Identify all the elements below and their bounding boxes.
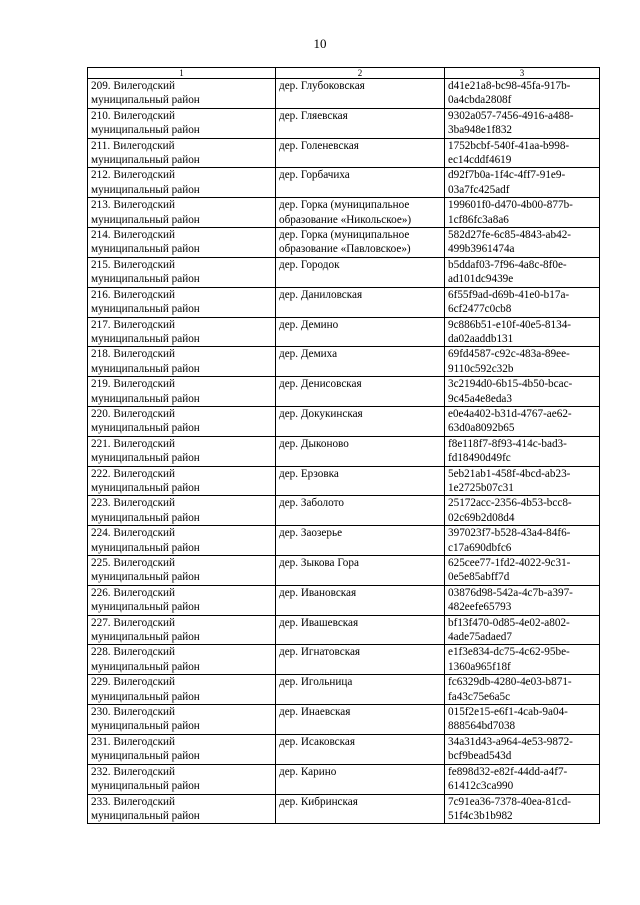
settlement-cell: дер. Демино — [276, 317, 445, 347]
table-row — [88, 645, 600, 675]
district-cell: 226. Вилегодский муниципальный район — [88, 585, 276, 615]
table-row — [88, 228, 600, 258]
settlement-cell: дер. Горка (муниципальное образование «Никольское») — [276, 198, 445, 228]
settlement-cell: дер. Заозерье — [276, 526, 445, 556]
table-row — [88, 377, 600, 407]
table-row — [88, 198, 600, 228]
settlement-cell: дер. Гляевская — [276, 108, 445, 138]
settlement-cell: дер. Кибринская — [276, 794, 445, 824]
guid-cell: 9302a057-7456-4916-a488- 3ba948e1f832 — [445, 108, 600, 138]
guid-cell: fc6329db-4280-4e03-b871- fa43c75e6a5c — [445, 675, 600, 705]
table-row — [88, 705, 600, 735]
column-header-3: 3 — [445, 68, 600, 79]
district-cell: 229. Вилегодский муниципальный район — [88, 675, 276, 705]
table-row — [88, 556, 600, 586]
guid-cell: 34a31d43-a964-4e53-9872- bcf9bead543d — [445, 734, 600, 764]
district-cell: 215. Вилегодский муниципальный район — [88, 257, 276, 287]
guid-cell: d41e21a8-bc98-45fa-917b- 0a4cbda2808f — [445, 79, 600, 109]
settlement-cell: дер. Городок — [276, 257, 445, 287]
table-row — [88, 526, 600, 556]
table-row — [88, 615, 600, 645]
table-row — [88, 406, 600, 436]
settlement-cell: дер. Горбачиха — [276, 168, 445, 198]
settlement-cell: дер. Голеневская — [276, 138, 445, 168]
guid-cell: e1f3e834-dc75-4c62-95be- 1360a965f18f — [445, 645, 600, 675]
district-cell: 230. Вилегодский муниципальный район — [88, 705, 276, 735]
district-cell: 219. Вилегодский муниципальный район — [88, 377, 276, 407]
district-cell: 213. Вилегодский муниципальный район — [88, 198, 276, 228]
guid-cell: 1752bcbf-540f-41aa-b998- ec14cddf4619 — [445, 138, 600, 168]
table-row — [88, 79, 600, 109]
settlement-cell: дер. Даниловская — [276, 287, 445, 317]
settlement-cell: дер. Ерзовка — [276, 466, 445, 496]
guid-cell: d92f7b0a-1f4c-4ff7-91e9- 03a7fc425adf — [445, 168, 600, 198]
settlement-cell: дер. Заболото — [276, 496, 445, 526]
table-row — [88, 168, 600, 198]
table-body — [88, 68, 600, 824]
district-cell: 217. Вилегодский муниципальный район — [88, 317, 276, 347]
table-row — [88, 466, 600, 496]
district-cell: 211. Вилегодский муниципальный район — [88, 138, 276, 168]
table-row — [88, 347, 600, 377]
table-row — [88, 734, 600, 764]
settlement-cell: дер. Денисовская — [276, 377, 445, 407]
table-row — [88, 794, 600, 824]
guid-cell: 25172acc-2356-4b53-bcc8- 02c69b2d08d4 — [445, 496, 600, 526]
district-cell: 223. Вилегодский муниципальный район — [88, 496, 276, 526]
guid-cell: 625cee77-1fd2-4022-9c31- 0e5e85abff7d — [445, 556, 600, 586]
guid-cell: 015f2e15-e6f1-4cab-9a04- 888564bd7038 — [445, 705, 600, 735]
district-cell: 218. Вилегодский муниципальный район — [88, 347, 276, 377]
settlement-cell: дер. Докукинская — [276, 406, 445, 436]
guid-cell: 7c91ea36-7378-40ea-81cd- 51f4c3b1b982 — [445, 794, 600, 824]
district-cell: 228. Вилегодский муниципальный район — [88, 645, 276, 675]
guid-cell: 3c2194d0-6b15-4b50-bcac- 9c45a4e8eda3 — [445, 377, 600, 407]
table-row — [88, 585, 600, 615]
table-row — [88, 436, 600, 466]
guid-cell: bf13f470-0d85-4e02-a802- 4ade75adaed7 — [445, 615, 600, 645]
guid-cell: 582d27fe-6c85-4843-ab42- 499b3961474a — [445, 228, 600, 258]
district-cell: 209. Вилегодский муниципальный район — [88, 79, 276, 109]
district-cell: 212. Вилегодский муниципальный район — [88, 168, 276, 198]
guid-cell: 03876d98-542a-4c7b-a397- 482eefe65793 — [445, 585, 600, 615]
guid-cell: 6f55f9ad-d69b-41e0-b17a- 6cf2477c0cb8 — [445, 287, 600, 317]
district-cell: 232. Вилегодский муниципальный район — [88, 764, 276, 794]
page-number: 10 — [313, 36, 327, 51]
column-header-2: 2 — [276, 68, 445, 79]
settlements-table — [87, 67, 600, 824]
table-row — [88, 257, 600, 287]
settlement-cell: дер. Демиха — [276, 347, 445, 377]
district-cell: 221. Вилегодский муниципальный район — [88, 436, 276, 466]
guid-cell: fe898d32-e82f-44dd-a4f7- 61412c3ca990 — [445, 764, 600, 794]
guid-cell: e0e4a402-b31d-4767-ae62- 63d0a8092b65 — [445, 406, 600, 436]
guid-cell: 9c886b51-e10f-40e5-8134- da02aaddb131 — [445, 317, 600, 347]
district-cell: 210. Вилегодский муниципальный район — [88, 108, 276, 138]
district-cell: 233. Вилегодский муниципальный район — [88, 794, 276, 824]
guid-cell: b5ddaf03-7f96-4a8c-8f0e- ad101dc9439e — [445, 257, 600, 287]
settlement-cell: дер. Инаевская — [276, 705, 445, 735]
table-row — [88, 287, 600, 317]
table-row — [88, 317, 600, 347]
table-header-row — [88, 68, 600, 79]
guid-cell: 199601f0-d470-4b00-877b- 1cf86fc3a8a6 — [445, 198, 600, 228]
settlement-cell: дер. Игнатовская — [276, 645, 445, 675]
district-cell: 227. Вилегодский муниципальный район — [88, 615, 276, 645]
district-cell: 216. Вилегодский муниципальный район — [88, 287, 276, 317]
district-cell: 220. Вилегодский муниципальный район — [88, 406, 276, 436]
settlement-cell: дер. Глубоковская — [276, 79, 445, 109]
guid-cell: 69fd4587-c92c-483a-89ee- 9110c592c32b — [445, 347, 600, 377]
table-row — [88, 496, 600, 526]
guid-cell: 5eb21ab1-458f-4bcd-ab23- 1e2725b07c31 — [445, 466, 600, 496]
column-header-1: 1 — [88, 68, 276, 79]
settlement-cell: дер. Зыкова Гора — [276, 556, 445, 586]
settlement-cell: дер. Ивановская — [276, 585, 445, 615]
district-cell: 225. Вилегодский муниципальный район — [88, 556, 276, 586]
settlement-cell: дер. Карино — [276, 764, 445, 794]
settlement-cell: дер. Дыконово — [276, 436, 445, 466]
table-row — [88, 675, 600, 705]
settlement-cell: дер. Игольница — [276, 675, 445, 705]
guid-cell: f8e118f7-8f93-414c-bad3- fd18490d49fc — [445, 436, 600, 466]
settlement-cell: дер. Исаковская — [276, 734, 445, 764]
district-cell: 222. Вилегодский муниципальный район — [88, 466, 276, 496]
district-cell: 214. Вилегодский муниципальный район — [88, 228, 276, 258]
settlement-cell: дер. Ивашевская — [276, 615, 445, 645]
table-row — [88, 764, 600, 794]
table-row — [88, 108, 600, 138]
table-row — [88, 138, 600, 168]
district-cell: 231. Вилегодский муниципальный район — [88, 734, 276, 764]
district-cell: 224. Вилегодский муниципальный район — [88, 526, 276, 556]
guid-cell: 397023f7-b528-43a4-84f6- c17a690dbfc6 — [445, 526, 600, 556]
settlement-cell: дер. Горка (муниципальное образование «Павловское») — [276, 228, 445, 258]
